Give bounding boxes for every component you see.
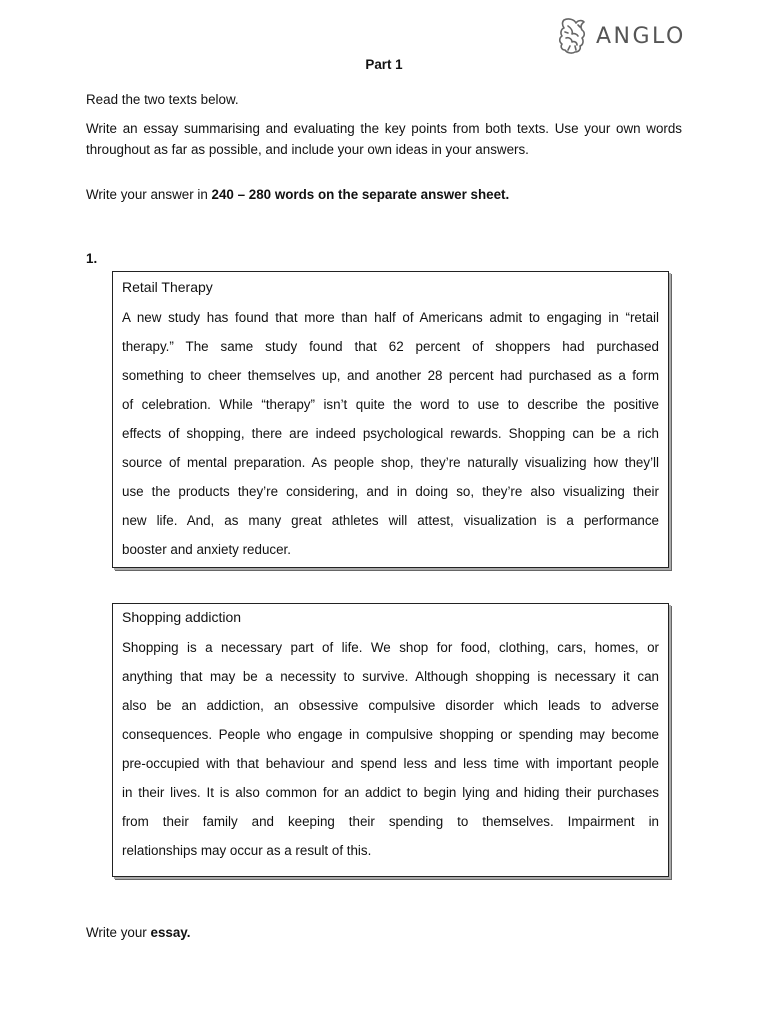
text-box-shopping-addiction: [112, 603, 669, 877]
text-2-body: [122, 633, 659, 865]
text-2-line: consequences. People who engage in compulsive shopping or spending may become: [122, 727, 659, 742]
text-2-title: Shopping addiction: [122, 609, 242, 625]
text-box-retail-therapy: [112, 271, 669, 568]
word-count-prefix: Write your answer in: [86, 187, 212, 202]
text-1-line: of celebration. While “therapy” isn’t quite the word to use to describe the positive: [122, 397, 659, 412]
question-number: 1.: [86, 251, 98, 266]
lion-crest-icon: [556, 16, 590, 56]
text-1-title: Retail Therapy: [122, 279, 213, 295]
text-1-body: [122, 303, 659, 564]
text-1-line: therapy.” The same study found that 62 percent of shoppers had purchased: [122, 339, 659, 354]
text-1-line: source of mental preparation. As people shop, they’re naturally visualizing how they’ll: [122, 455, 659, 470]
text-2-line: in their lives. It is also common for an addict to begin lying and hiding their purchases: [122, 785, 659, 800]
anglo-logo: [556, 16, 686, 56]
text-2-line: also be an addiction, an obsessive compulsive disorder which leads to adverse: [122, 698, 659, 713]
text-1-line: A new study has found that more than half of Americans admit to engaging in “retail: [122, 310, 659, 325]
text-1-line: use the products they’re considering, and in doing so, they’re also visualizing their: [122, 484, 659, 499]
text-1-line: new life. And, as many great athletes will attest, visualization is a performance: [122, 513, 659, 528]
text-1-line: effects of shopping, there are indeed psychological rewards. Shopping can be a rich: [122, 426, 659, 441]
part-title: Part 1: [365, 57, 403, 72]
text-2-line: anything that may be a necessity to survive. Although shopping is necessary it can: [122, 669, 659, 684]
essay-bold: essay.: [150, 925, 191, 940]
text-2-line: from their family and keeping their spending to themselves. Impairment in: [122, 814, 659, 829]
text-2-line: relationships may occur as a result of this.: [122, 843, 372, 858]
text-2-line: Shopping is a necessary part of life. We shop for food, clothing, cars, homes, or: [122, 640, 659, 655]
intro-line-1: Read the two texts below.: [86, 92, 239, 107]
text-1-line: booster and anxiety reducer.: [122, 542, 291, 557]
word-count-bold: 240 – 280 words on the separate answer sheet.: [211, 187, 510, 202]
essay-prefix: Write your: [86, 925, 151, 940]
essay-instruction: [86, 922, 682, 943]
logo-text: ANGLO: [596, 23, 686, 49]
text-2-line: pre-occupied with that behaviour and spend less and less time with important people: [122, 756, 659, 771]
word-count-instruction: [86, 184, 682, 205]
intro-instructions: Write an essay summarising and evaluating the key points from both texts. Use your own words throughout as far as possible, and include your own ideas in your answers.: [86, 121, 682, 157]
text-1-line: something to cheer themselves up, and another 28 percent had purchased as a form: [122, 368, 659, 383]
